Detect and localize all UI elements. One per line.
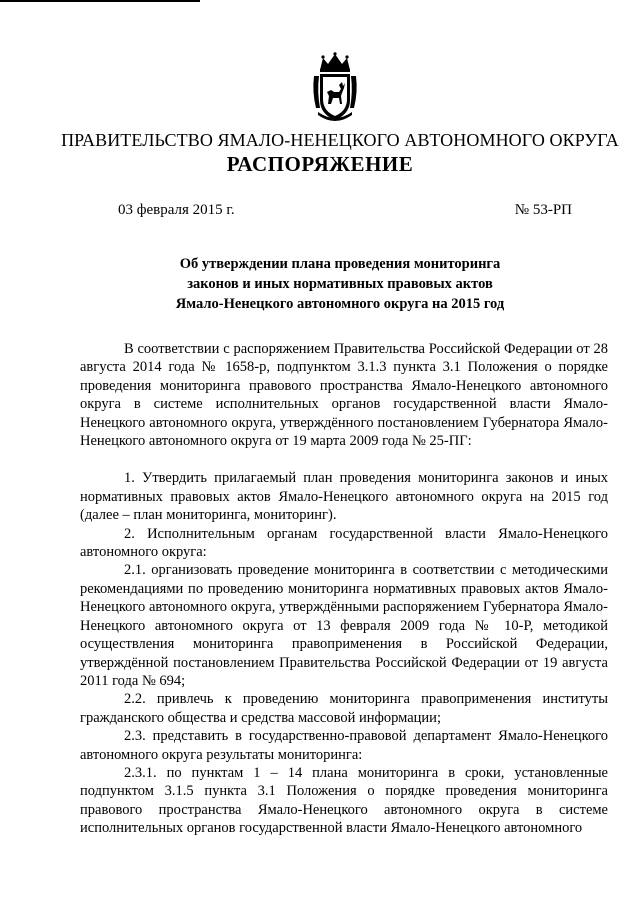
- preamble-paragraph: В соответствии с распоряжением Правительства Российской Федерации от 28 августа 2014 года № 1658-р, подпунктом 3.1.3 пункта 3.1 Положения о порядке проведения мониторинга правового пространства Ямало-Ненецкого автономного округа в системе исполнительных органов государственной власти Ямало-Ненецкого автономного округа, утверждённого постановлением Губернатора Ямало-Ненецкого автономного округа от 19 марта 2009 года № 25-ПГ:: [80, 341, 608, 450]
- clause-2: 2. Исполнительным органам государственной власти Ямало-Ненецкого автономного округа:: [80, 525, 608, 561]
- subject-line: Об утверждении плана проведения мониторинга: [179, 256, 501, 272]
- document-subject: [60, 254, 620, 314]
- document-body: [80, 340, 608, 838]
- top-rule: [0, 0, 200, 2]
- clause-1: 1. Утвердить прилагаемый план проведения мониторинга законов и иных нормативных правовых актов Ямало-Ненецкого автономного округа на 2015 год (далее – план мониторинга, мониторинг).: [80, 470, 608, 524]
- clause-2-3-1: 2.3.1. по пунктам 1 – 14 плана мониторинга в сроки, установленные подпунктом 3.1.5 пункта 3.1 Положения о порядке проведения мониторинга правового пространства Ямало-Ненецкого автономного округа в системе исполнительных органов государственной власти Ямало-Ненецкого автономного: [80, 764, 608, 837]
- government-title: ПРАВИТЕЛЬСТВО ЯМАЛО-НЕНЕЦКОГО АВТОНОМНОГО ОКРУГА: [61, 130, 619, 150]
- clause-2-1: 2.1. организовать проведение мониторинга в соответствии с методическими рекомендациями по проведению мониторинга нормативных правовых актов Ямало-Ненецкого автономного округа, утверждёнными распоряжением Губернатора Ямало-Ненецкого автономного округа от 13 февраля 2009 года № 10-Р, методикой осуществления мониторинга правоприменения в Российской Федерации, утверждённой постановлением Правительства Российской Федерации от 19 августа 2011 года № 694;: [80, 562, 608, 689]
- subject-line: Ямало-Ненецкого автономного округа на 2015 год: [175, 296, 505, 312]
- clause-2-2: 2.2. привлечь к проведению мониторинга правоприменения институты гражданского общества и средства массовой информации;: [80, 691, 608, 726]
- subject-line: законов и иных нормативных правовых актов: [187, 276, 493, 292]
- document-type: РАСПОРЯЖЕНИЕ: [226, 152, 414, 176]
- document-date: 03 февраля 2015 г.: [118, 202, 235, 218]
- coat-of-arms-icon: [312, 52, 358, 124]
- clause-2-3: 2.3. представить в государственно-правовой департамент Ямало-Ненецкого автономного округа результаты мониторинга:: [80, 728, 608, 763]
- document-number: № 53-РП: [514, 202, 572, 218]
